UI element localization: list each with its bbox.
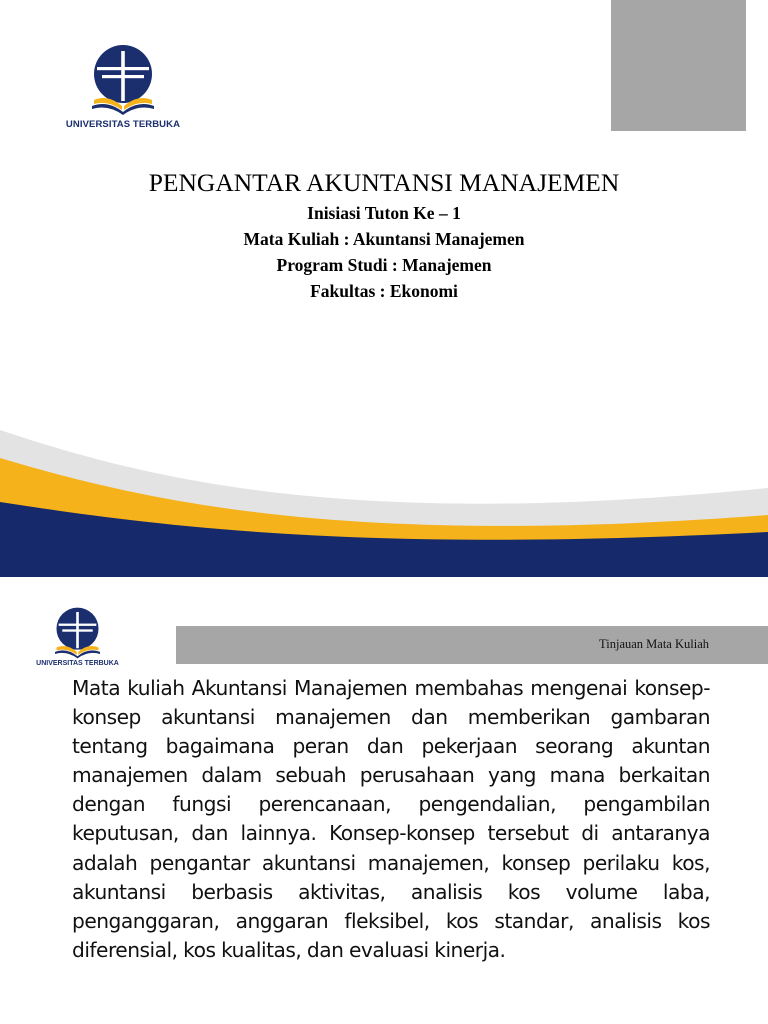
subtitle-line-4: Fakultas : Ekonomi [310,281,458,301]
section-header-label: Tinjauan Mata Kuliah [599,637,709,651]
university-emblem-icon [58,40,188,120]
decorative-wave [0,420,768,577]
slide-title: PENGANTAR AKUNTANSI MANAJEMEN [148,168,620,197]
content-slide [0,577,768,1024]
logo-text: UNIVERSITAS TERBUKA [36,660,119,667]
logo-text: UNIVERSITAS TERBUKA [65,119,181,130]
university-emblem-icon [30,604,125,662]
corner-gray-block [611,0,746,131]
course-description: Mata kuliah Akuntansi Manajemen membahas mengenai konsep-konsep akuntansi manajemen dan memberikan gambaran tentang bagaimana peran dan pekerjaan seorang akuntan manajemen dalam sebuah perusahaan yang mana berkaitan dengan fungsi perencanaan, pengendalian, pengambilan keputusan, dan lainnya. Konsep-konsep tersebut di antaranya adalah pengantar akuntansi manajemen, konsep perilaku kos, akuntansi berbasis aktivitas, analisis kos volume laba, penganggaran, anggaran fleksibel, kos standar, analisis kos diferensial, kos kualitas, dan evaluasi kinerja. [72,676,710,962]
section-header-bar [176,626,768,664]
university-logo [58,40,188,132]
subtitle-line-1: Inisiasi Tuton Ke – 1 [307,203,461,223]
subtitle-line-2: Mata Kuliah : Akuntansi Manajemen [243,229,525,249]
subtitle-line-3: Program Studi : Manajemen [276,255,492,275]
title-block [0,166,768,304]
university-logo-small [30,604,125,674]
